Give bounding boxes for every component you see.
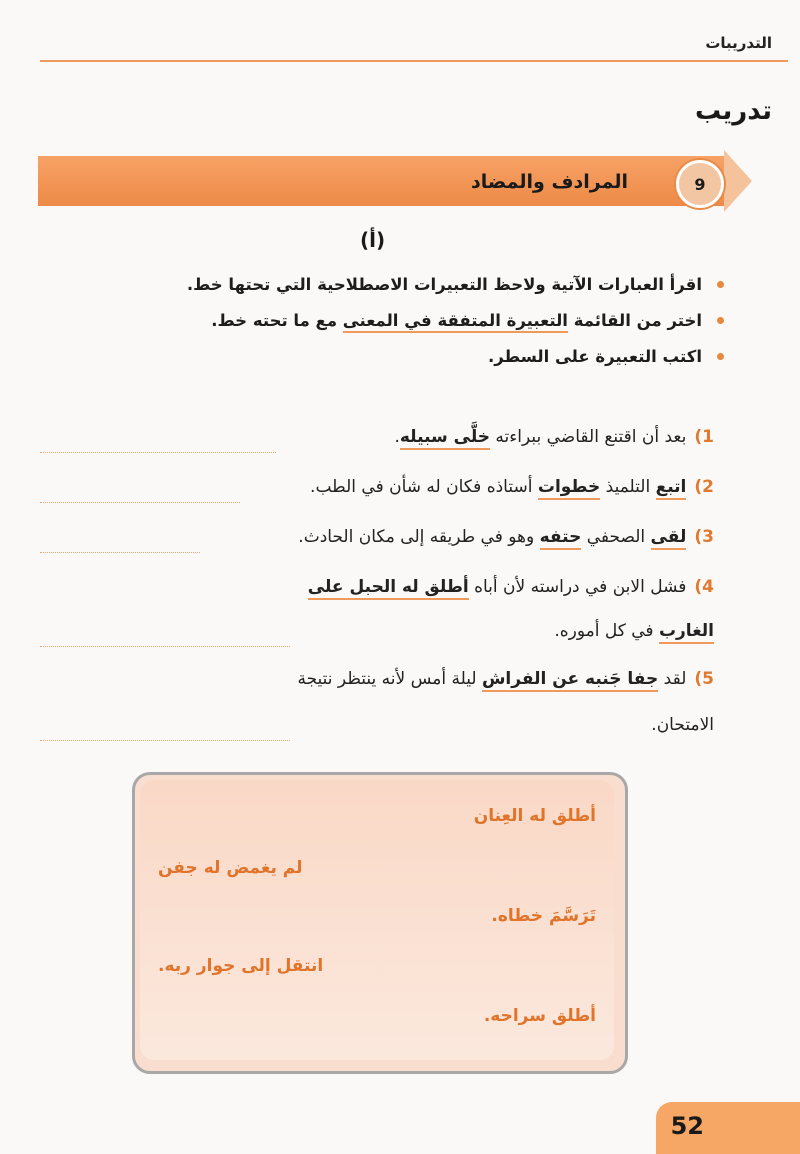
idiom-highlight: خلَّى سبيله xyxy=(400,427,490,450)
banner-chevron-icon xyxy=(724,150,752,212)
idiom-highlight: جفا جَنبه عن الفراش xyxy=(482,669,658,692)
item-text: فشل الابن في دراسته لأن أباه xyxy=(468,577,687,597)
answer-line-4[interactable] xyxy=(40,646,290,647)
exercise-number-badge: 9 xyxy=(676,160,724,208)
answer-line-5[interactable] xyxy=(40,740,290,741)
exercise-item-4 xyxy=(234,574,714,600)
exercise-item-4-cont xyxy=(234,618,714,644)
idiom-highlight: أطلق له الحبل على xyxy=(308,577,469,600)
choice-2: لم يغمض له جفن xyxy=(158,858,303,878)
instruction-item xyxy=(62,310,702,332)
item-text: الامتحان. xyxy=(651,715,714,735)
item-number: 2) xyxy=(694,477,714,497)
bullet-icon xyxy=(717,281,724,288)
choice-5: أطلق سراحه. xyxy=(483,1006,596,1026)
exercise-title: المرادف والمضاد xyxy=(471,171,628,193)
item-number: 1) xyxy=(694,427,714,447)
item-text: الصحفي xyxy=(581,527,651,547)
page-number: 52 xyxy=(670,1112,704,1140)
idiom-highlight: اتبع xyxy=(656,477,687,500)
item-number: 5) xyxy=(694,669,714,689)
answer-line-2[interactable] xyxy=(40,502,240,503)
instruction-text: مع ما تحته خط. xyxy=(211,311,343,330)
exercise-item-1 xyxy=(394,424,714,450)
idiom-highlight: الغارب xyxy=(659,621,714,644)
exercise-item-5-cont xyxy=(234,712,714,738)
bullet-icon xyxy=(717,317,724,324)
choice-1: أطلق له العِنان xyxy=(473,806,596,826)
item-text: وهو في طريقه إلى مكان الحادث. xyxy=(298,527,540,547)
idiom-highlight: حتفه xyxy=(540,527,582,550)
instruction-item xyxy=(62,274,702,296)
instruction-text: اكتب التعبيرة على السطر. xyxy=(487,347,702,366)
item-number: 3) xyxy=(694,527,714,547)
choice-3: تَرَسَّمَ خطاه. xyxy=(491,906,596,926)
header-divider xyxy=(40,60,788,62)
item-text: . xyxy=(394,427,400,447)
header-title: التدريبات xyxy=(705,34,772,52)
bullet-icon xyxy=(717,353,724,360)
instruction-highlight: التعبيرة المتفقة في المعنى xyxy=(343,311,568,333)
part-label: (أ) xyxy=(360,228,386,252)
item-text: لقد xyxy=(658,669,687,689)
choice-4: انتقل إلى جوار ربه. xyxy=(158,956,324,976)
item-number: 4) xyxy=(694,577,714,597)
exercise-item-3 xyxy=(298,524,714,550)
idiom-highlight: خطوات xyxy=(538,477,600,500)
idiom-highlight: لقى xyxy=(651,527,687,550)
item-text: في كل أموره. xyxy=(554,621,659,641)
exercise-item-2 xyxy=(310,474,714,500)
section-title: تدريب xyxy=(694,96,772,126)
instruction-text: اختر من القائمة xyxy=(567,311,702,330)
exercise-item-5 xyxy=(234,666,714,692)
item-text: التلميذ xyxy=(600,477,656,497)
instruction-text: اقرأ العبارات الآتية ولاحظ التعبيرات الاصطلاحية التي تحتها خط. xyxy=(186,275,702,294)
instruction-item xyxy=(62,346,702,368)
item-text: ليلة أمس لأنه ينتظر نتيجة xyxy=(297,669,482,689)
item-text: بعد أن اقتنع القاضي ببراءته xyxy=(490,427,687,447)
answer-line-3[interactable] xyxy=(40,552,200,553)
answer-line-1[interactable] xyxy=(40,452,276,453)
instructions-list xyxy=(62,274,702,382)
item-text: أستاذه فكان له شأن في الطب. xyxy=(310,477,538,497)
